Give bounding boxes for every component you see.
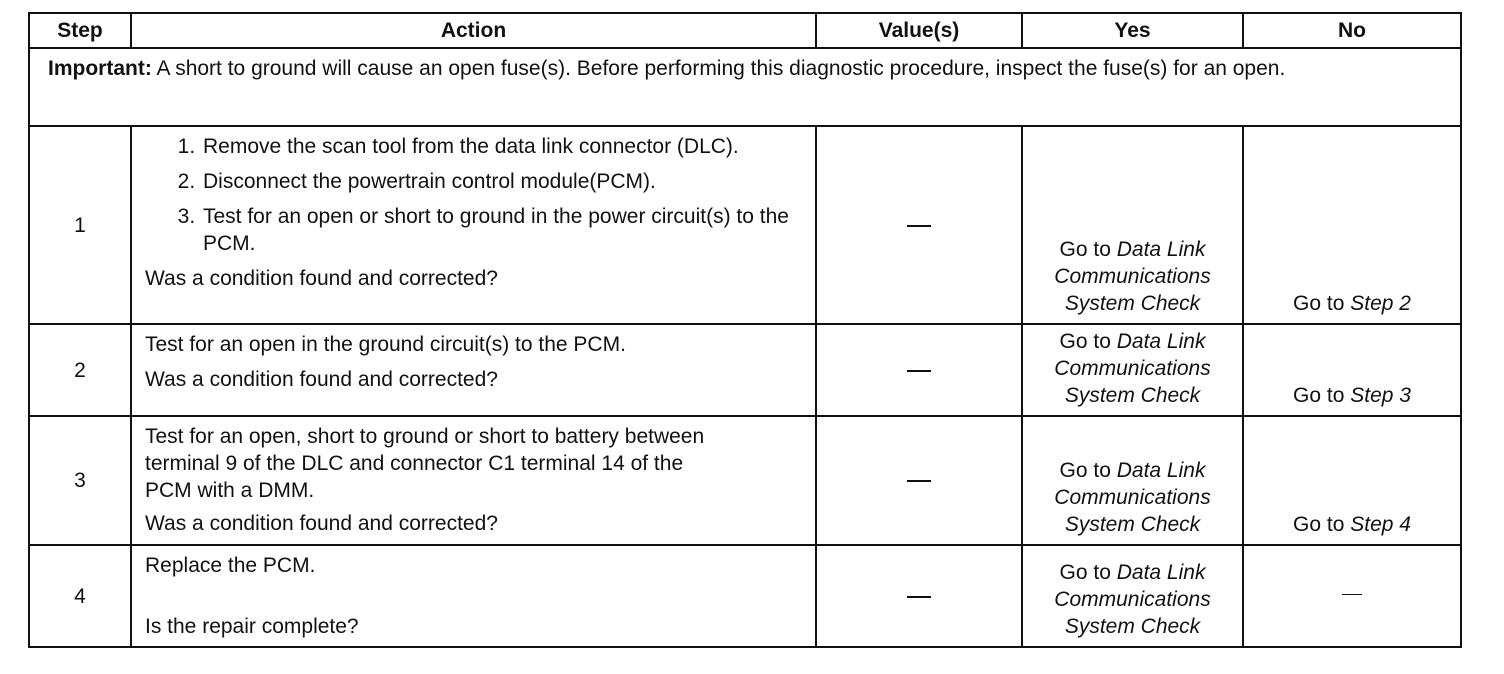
step-number: 2 (29, 324, 131, 416)
header-values: Value(s) (816, 13, 1022, 48)
action-list (145, 133, 805, 257)
no-step-link[interactable]: Step 2 (1350, 292, 1411, 315)
action-list-item: 3. Test for an open or short to ground in the power circuit(s) to the PCM. (201, 203, 805, 257)
yes-link-line2[interactable]: Communications (1054, 357, 1211, 380)
header-step: Step (29, 13, 131, 48)
yes-link-line2[interactable]: Communications (1054, 588, 1211, 611)
no-cell (1243, 545, 1461, 647)
no-prefix: Go to (1293, 513, 1351, 536)
no-value-dash (907, 480, 931, 482)
yes-cell (1022, 126, 1243, 324)
step-number: 4 (29, 545, 131, 647)
action-text: Test for an open, short to ground or short to battery between terminal 9 of the DLC and connector C1 terminal 14 of the PCM with a DMM. (145, 425, 705, 502)
yes-link-line2[interactable]: Communications (1054, 265, 1211, 288)
table-row (29, 545, 1461, 647)
action-question: Was a condition found and corrected? (145, 368, 498, 391)
important-text: A short to ground will cause an open fuse(s). Before performing this diagnostic procedure, inspect the fuse(s) for an open. (156, 57, 1286, 80)
important-note (29, 48, 1461, 126)
action-cell (131, 416, 816, 545)
action-cell (131, 545, 816, 647)
no-value-dash (907, 225, 931, 227)
yes-link-line2[interactable]: Communications (1054, 486, 1211, 509)
no-value-dash (1342, 594, 1362, 595)
no-step-link[interactable]: Step 4 (1350, 513, 1411, 536)
yes-link-line1[interactable]: Data Link (1116, 561, 1206, 584)
table-row (29, 416, 1461, 545)
no-cell (1243, 324, 1461, 416)
table-row (29, 126, 1461, 324)
action-list-item: 2. Disconnect the powertrain control module(PCM). (201, 168, 805, 195)
important-label: Important: (48, 57, 152, 80)
action-question: Is the repair complete? (145, 615, 359, 638)
yes-link-line1[interactable]: Data Link (1116, 238, 1206, 261)
action-text: Replace the PCM. (145, 554, 316, 577)
yes-cell (1022, 545, 1243, 647)
yes-link-line1[interactable]: Data Link (1116, 459, 1206, 482)
yes-link-line3[interactable]: System Check (1064, 292, 1201, 315)
header-no: No (1243, 13, 1461, 48)
value-cell (816, 324, 1022, 416)
action-cell (131, 126, 816, 324)
yes-link-line3[interactable]: System Check (1064, 615, 1201, 638)
yes-prefix: Go to (1059, 459, 1117, 482)
table-row (29, 324, 1461, 416)
no-prefix: Go to (1293, 384, 1351, 407)
action-question: Was a condition found and corrected? (145, 512, 498, 535)
value-cell (816, 126, 1022, 324)
no-cell (1243, 416, 1461, 545)
yes-link-line3[interactable]: System Check (1064, 513, 1201, 536)
important-row (29, 48, 1461, 126)
step-number: 1 (29, 126, 131, 324)
yes-cell (1022, 416, 1243, 545)
yes-link-line3[interactable]: System Check (1064, 384, 1201, 407)
no-step-link[interactable]: Step 3 (1350, 384, 1411, 407)
value-cell (816, 416, 1022, 545)
yes-prefix: Go to (1059, 330, 1117, 353)
header-action: Action (131, 13, 816, 48)
action-text: Test for an open in the ground circuit(s) to the PCM. (145, 333, 626, 356)
yes-cell (1022, 324, 1243, 416)
header-row (29, 13, 1461, 48)
yes-prefix: Go to (1059, 561, 1117, 584)
yes-prefix: Go to (1059, 238, 1117, 261)
no-value-dash (907, 596, 931, 598)
no-prefix: Go to (1293, 292, 1351, 315)
value-cell (816, 545, 1022, 647)
diagnostic-table (28, 12, 1462, 648)
action-list-item: 1. Remove the scan tool from the data link connector (DLC). (201, 133, 805, 160)
header-yes: Yes (1022, 13, 1243, 48)
yes-link-line1[interactable]: Data Link (1116, 330, 1206, 353)
no-value-dash (907, 370, 931, 372)
action-question: Was a condition found and corrected? (145, 267, 498, 290)
action-cell (131, 324, 816, 416)
no-cell (1243, 126, 1461, 324)
step-number: 3 (29, 416, 131, 545)
action-spacer (145, 579, 805, 613)
